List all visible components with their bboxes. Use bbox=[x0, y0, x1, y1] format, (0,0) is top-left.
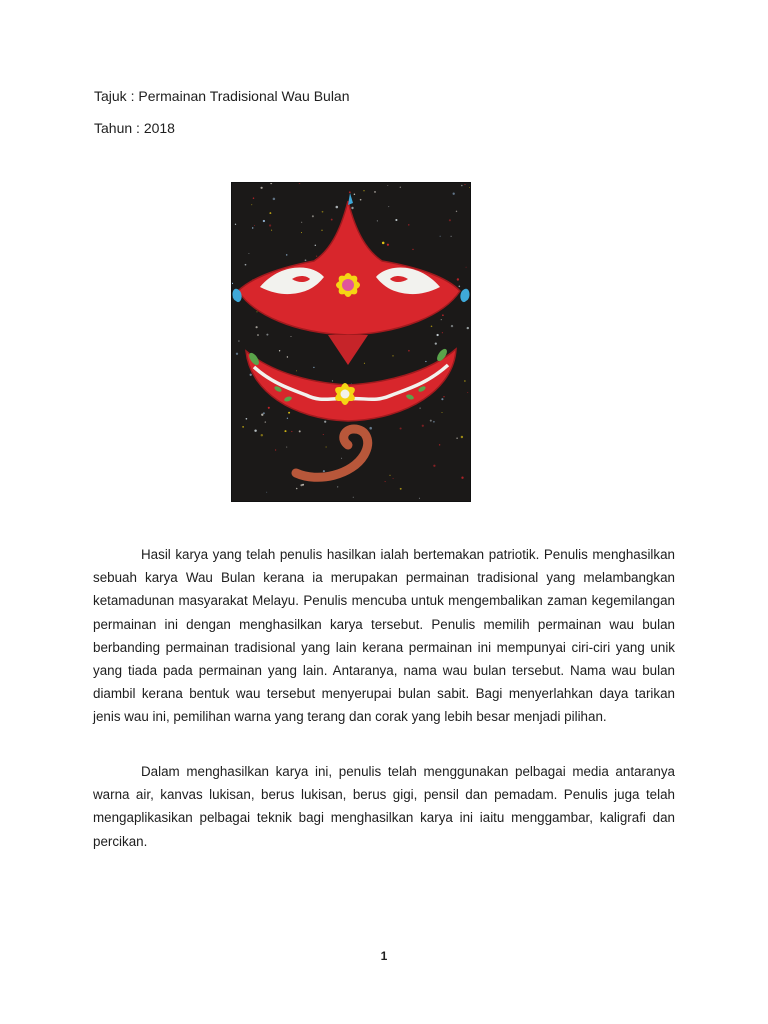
document-title: Tajuk : Permainan Tradisional Wau Bulan bbox=[94, 88, 350, 104]
body-paragraph-1: Hasil karya yang telah penulis hasilkan ialah bertemakan patriotik. Penulis menghasilkan sebuah karya Wau Bulan kerana ia merupakan permainan tradisional yang melambangkan ketamadunan masyarakat Melayu. Penulis mencuba untuk mengembalikan zaman kegemilangan permainan ini dengan menghasilkan karya tersebut. Penulis memilih permainan wau bulan berbanding permainan tradisional yang lain kerana permainan ini mempunyai ciri-ciri yang unik yang tiada pada permainan yang lain. Antaranya, nama wau bulan tersebut. Nama wau bulan diambil kerana bentuk wau tersebut menyerupai bulan sabit. Bagi menyerlahkan daya tarikan jenis wau ini, pemilihan warna yang terang dan corak yang lebih besar menjadi pilihan. bbox=[93, 547, 675, 725]
page-number: 1 bbox=[380, 949, 388, 963]
wau-bulan-artwork bbox=[232, 183, 470, 501]
body-paragraph-2: Dalam menghasilkan karya ini, penulis telah menggunakan pelbagai media antaranya warna air, kanvas lukisan, berus lukisan, berus gigi, pensil dan pemadam. Penulis juga telah mengaplikasikan pelbagai teknik bagi menghasilkan karya ini iaitu menggambar, kaligrafi dan percikan. bbox=[93, 764, 675, 849]
wau-bulan-painting bbox=[232, 183, 470, 501]
document-year: Tahun : 2018 bbox=[94, 120, 175, 136]
